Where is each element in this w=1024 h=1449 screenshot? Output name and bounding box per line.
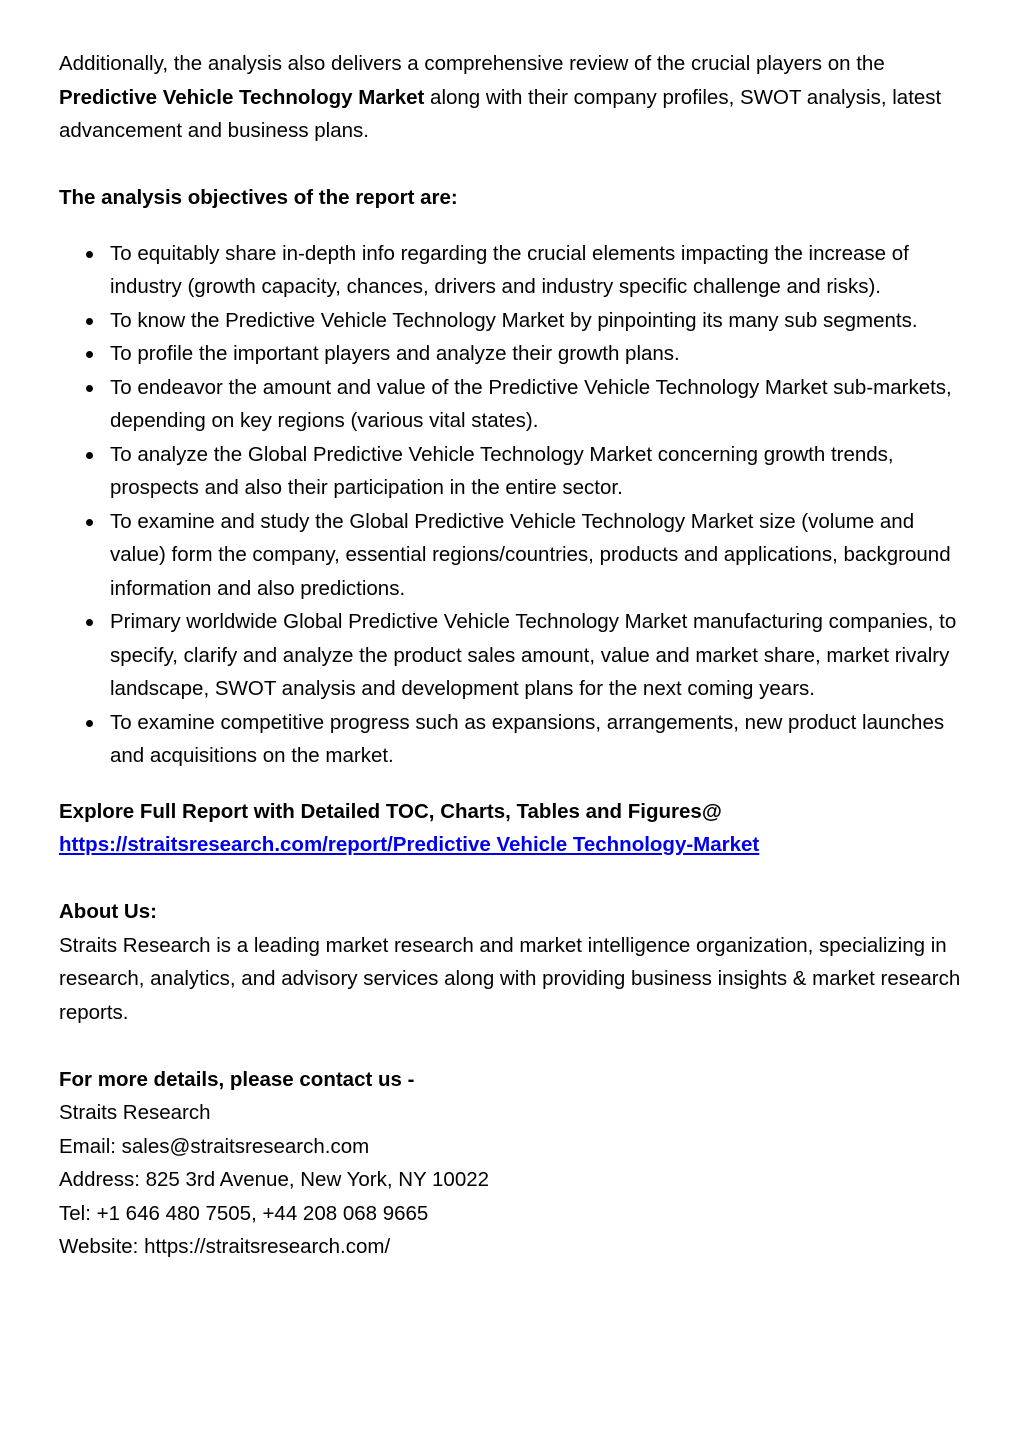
objective-text: To examine and study the Global Predictive Vehicle Technology Market size (volume and value) form the company, essential regions/countries, products and applications, background information and also predictions.: [110, 509, 951, 600]
intro-text-before: Additionally, the analysis also delivers a comprehensive review of the crucial players on the: [59, 52, 885, 75]
bullet-icon: [86, 251, 93, 258]
explore-heading: [59, 795, 968, 829]
objectives-heading: [59, 181, 968, 215]
bullet-icon: [86, 519, 93, 526]
report-link[interactable]: https://straitsresearch.com/report/Predictive Vehicle Technology-Market: [59, 833, 760, 856]
about-text: Straits Research is a leading market research and market intelligence organization, specializing in research, analytics, and advisory services along with providing business insights & market research reports.: [59, 933, 961, 1024]
objective-item: [59, 438, 968, 505]
explore-heading-text: Explore Full Report with Detailed TOC, Charts, Tables and Figures@: [59, 799, 722, 823]
intro-text-after: along with their company profiles, SWOT analysis, latest advancement and business plans.: [59, 85, 942, 142]
objective-text: To know the Predictive Vehicle Technology Market by pinpointing its many sub segments.: [110, 308, 918, 332]
objective-item: [59, 237, 968, 304]
objective-text: Primary worldwide Global Predictive Vehicle Technology Market manufacturing companies, to specify, clarify and analyze the product sales amount, value and market share, market rivalry landscape, SWOT analysis and development plans for the next coming years.: [110, 610, 957, 700]
objective-item: [59, 337, 968, 371]
objective-item: [59, 605, 968, 706]
objective-text: To analyze the Global Predictive Vehicle Technology Market concerning growth trends, prospects and also their participation in the entire sector.: [110, 442, 894, 499]
explore-link-line: [59, 828, 968, 862]
objectives-list: [59, 237, 968, 773]
contact-email: Email: sales@straitsresearch.com: [59, 1134, 370, 1158]
spacer: [59, 148, 968, 182]
bullet-icon: [86, 619, 93, 626]
objective-item: [59, 304, 968, 338]
spacer: [59, 862, 968, 896]
bullet-icon: [86, 720, 93, 727]
contact-heading: For more details, please contact us -: [59, 1067, 415, 1091]
objective-text: To examine competitive progress such as expansions, arrangements, new product launches and acquisitions on the market.: [110, 710, 945, 767]
objective-item: [59, 706, 968, 773]
intro-paragraph: [59, 47, 968, 148]
bullet-icon: [86, 351, 93, 358]
bullet-icon: [86, 385, 93, 392]
contact-website: Website: https://straitsresearch.com/: [59, 1235, 391, 1258]
objectives-heading-text: The analysis objectives of the report are:: [59, 186, 458, 209]
objective-item: [59, 505, 968, 606]
intro-market-name: Predictive Vehicle Technology Market: [59, 85, 425, 109]
objective-text: To equitably share in-depth info regarding the crucial elements impacting the increase of industry (growth capacity, chances, drivers and industry specific challenge and risks).: [110, 241, 909, 298]
objective-text: To profile the important players and analyze their growth plans.: [110, 342, 680, 365]
bullet-icon: [86, 318, 93, 325]
contact-tel: Tel: +1 646 480 7505, +44 208 068 9665: [59, 1201, 429, 1225]
contact-company: Straits Research: [59, 1101, 211, 1124]
explore-section: [59, 795, 968, 862]
spacer: [59, 1029, 968, 1063]
objective-text: To endeavor the amount and value of the Predictive Vehicle Technology Market sub-markets, depending on key regions (various vital states).: [110, 375, 952, 432]
contact-address: Address: 825 3rd Avenue, New York, NY 10022: [59, 1168, 490, 1191]
about-heading: About Us:: [59, 900, 157, 923]
objective-item: [59, 371, 968, 438]
bullet-icon: [86, 452, 93, 459]
